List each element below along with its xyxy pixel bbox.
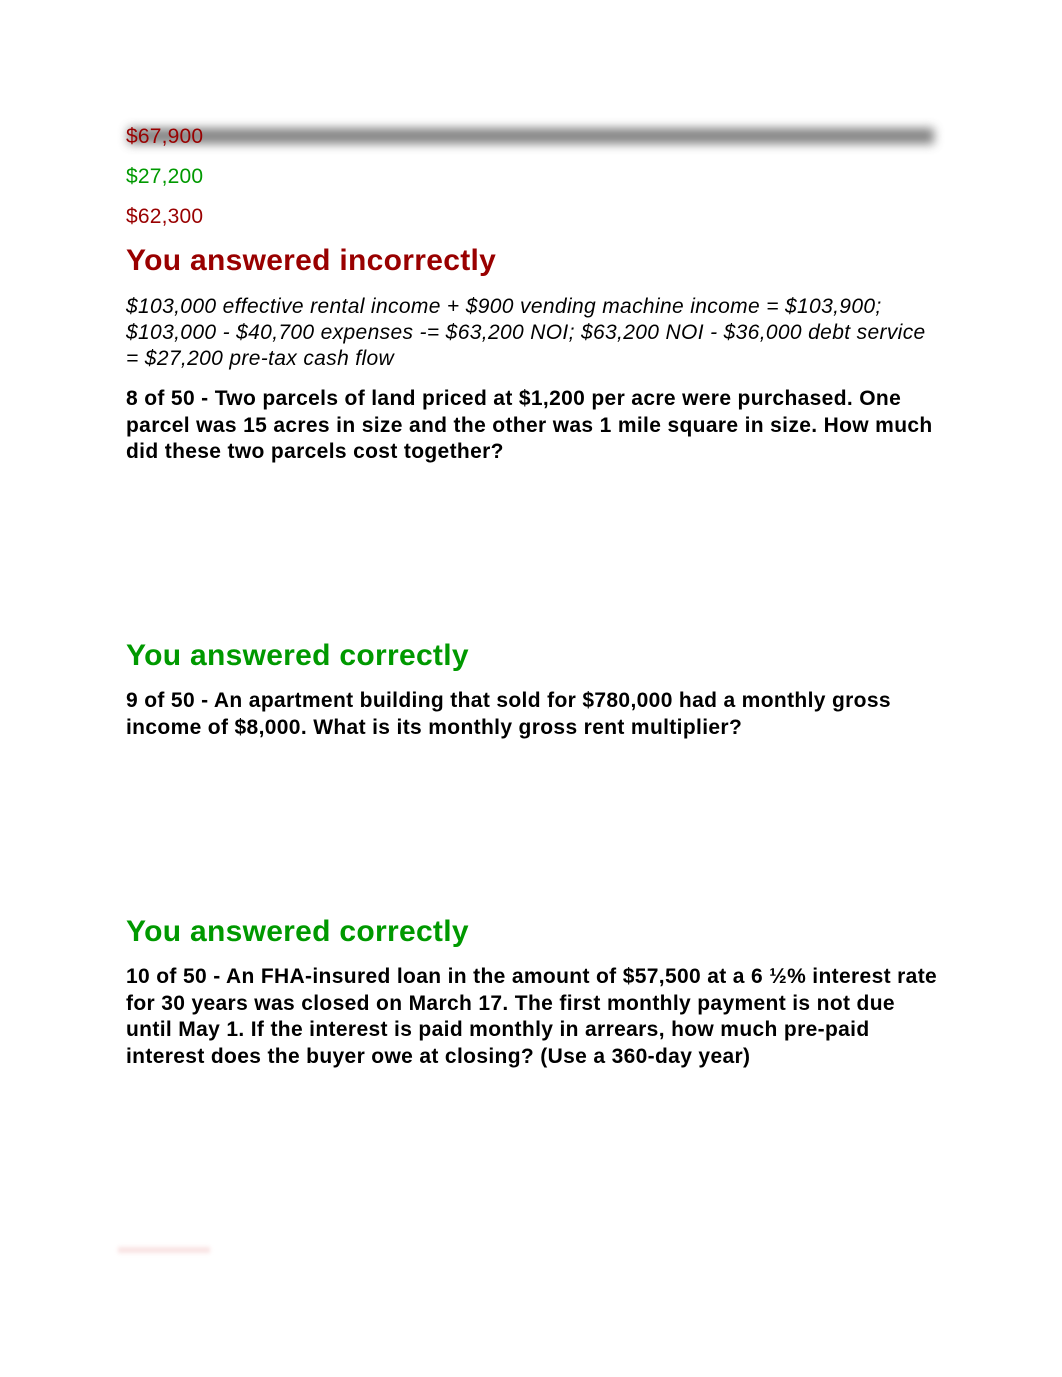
result-heading-correct-q8: You answered correctly (126, 639, 469, 672)
result-heading-incorrect: You answered incorrectly (126, 244, 497, 277)
answer-option-1: $67,900 (126, 125, 204, 148)
question-10-text: 10 of 50 - An FHA-insured loan in the amount of $57,500 at a 6 ½% interest rate for 30 years was closed on March 17. The first monthly payment is not due until May 1. If the interest is paid monthly in arrears, how much pre-paid interest does the buyer owe at closing? (Use a 360-day year) (126, 965, 938, 1068)
result-heading-correct-q9: You answered correctly (126, 915, 469, 948)
redaction-blur-bar (128, 128, 934, 144)
answer-option-2-correct: $27,200 (126, 165, 204, 188)
answer-explanation: $103,000 effective rental income + $900 vending machine income = $103,900; $103,000 - $40,700 expenses -= $63,200 NOI; $63,200 NOI - $36,000 debt service = $27,200 pre-tax cash flow (126, 295, 926, 370)
answer-option-3: $62,300 (126, 205, 204, 228)
question-9-text: 9 of 50 - An apartment building that sold for $780,000 had a monthly gross income of $8,000. What is its monthly gross rent multiplier? (126, 689, 891, 739)
redaction-blur-fragment (118, 1247, 210, 1253)
question-8-text: 8 of 50 - Two parcels of land priced at $1,200 per acre were purchased. One parcel was 15 acres in size and the other was 1 mile square in size. How much did these two parcels cost together? (126, 387, 933, 463)
